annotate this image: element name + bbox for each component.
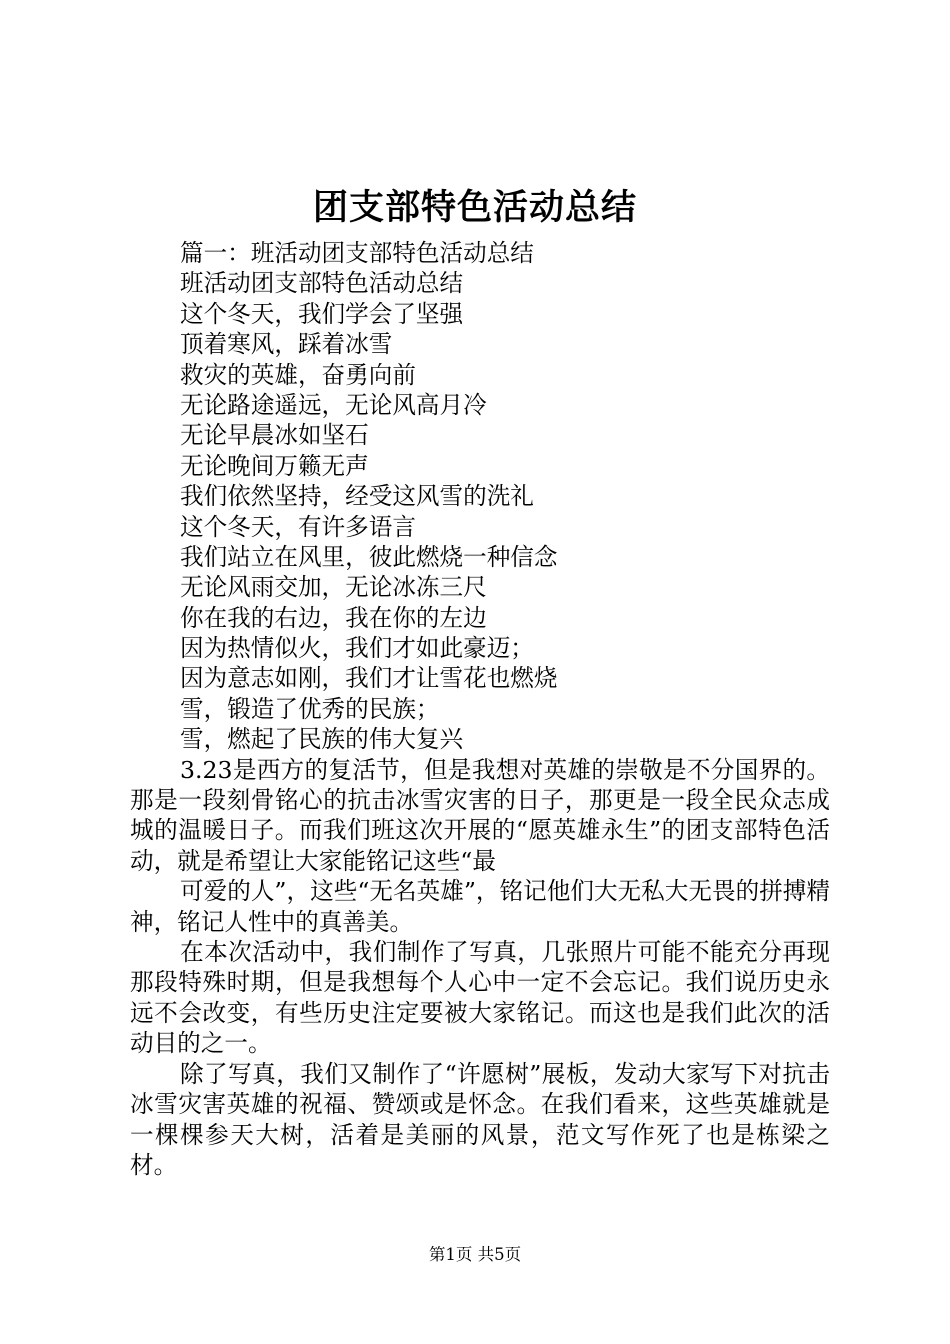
- poem-line: 我们站立在风里，彼此燃烧一种信念: [180, 542, 558, 571]
- poem-line: 你在我的右边，我在你的左边: [180, 603, 487, 632]
- poem-line: 因为意志如刚，我们才让雪花也燃烧: [180, 664, 558, 693]
- poem-line: 因为热情似火，我们才如此豪迈；: [180, 634, 534, 663]
- poem-line: 无论晚间万籁无声: [180, 451, 369, 480]
- poem-line: 顶着寒风，踩着冰雪: [180, 330, 393, 359]
- body-paragraph: 在本次活动中，我们制作了写真，几张照片可能不能充分再现那段特殊时期，但是我想每个人心中一定不会忘记。我们说历史永远不会改变，有些历史注定要被大家铭记。而这也是我们此次的活动目的之一。: [130, 938, 830, 1058]
- document-title: 团支部特色活动总结: [312, 187, 637, 228]
- poem-line: 无论风雨交加，无论冰冻三尺: [180, 573, 487, 602]
- poem-line: 这个冬天，有许多语言: [180, 512, 416, 541]
- body-paragraph: 3.23是西方的复活节，但是我想对英雄的崇敬是不分国界的。那是一段刻骨铭心的抗击冰雪灾害的日子，那更是一段全民众志成城的温暖日子。而我们班这次开展的“愿英雄永生”的团支部特色活动，就是希望让大家能铭记这些“最: [130, 755, 830, 875]
- text-line: 篇一：班活动团支部特色活动总结: [180, 239, 534, 267]
- document-body: [130, 238, 830, 1180]
- poem-line: 雪，燃起了民族的伟大复兴: [180, 725, 464, 754]
- poem-line: 无论路途遥远，无论风高月冷: [180, 390, 487, 419]
- poem-line: 这个冬天，我们学会了坚强: [180, 299, 464, 328]
- poem-line: 雪，锻造了优秀的民族；: [180, 694, 440, 723]
- text-line: 班活动团支部特色活动总结: [180, 269, 464, 298]
- poem-line: 我们依然坚持，经受这风雪的洗礼: [180, 482, 534, 511]
- poem-line: 救灾的英雄，奋勇向前: [180, 360, 416, 389]
- poem-line: 无论早晨冰如坚石: [180, 421, 369, 450]
- body-paragraph: 除了写真，我们又制作了“许愿树”展板，发动大家写下对抗击冰雪灾害英雄的祝福、赞颂或是怀念。在我们看来，这些英雄就是一棵棵参天大树，活着是美丽的风景，范文写作死了也是栋梁之材。: [130, 1059, 830, 1179]
- page-footer: 第1页 共5页: [428, 1245, 522, 1264]
- body-paragraph: 可爱的人”，这些“无名英雄”，铭记他们大无私大无畏的拼搏精神，铭记人性中的真善美。: [130, 877, 830, 936]
